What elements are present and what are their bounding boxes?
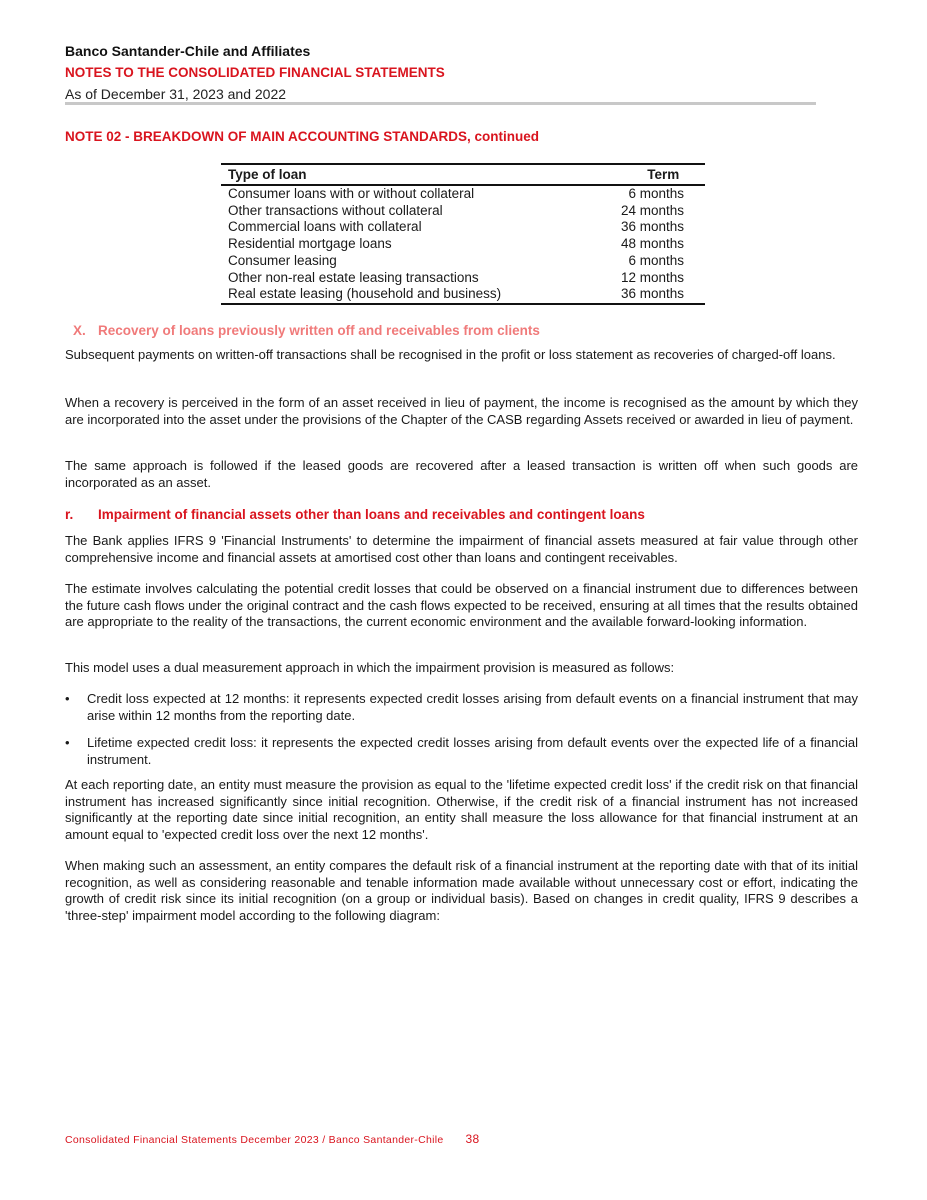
notes-title: NOTES TO THE CONSOLIDATED FINANCIAL STATEMENTS (65, 65, 445, 80)
note-heading: NOTE 02 - BREAKDOWN OF MAIN ACCOUNTING STANDARDS, continued (65, 129, 539, 144)
bullet-icon: • (65, 691, 70, 706)
section-r-heading (65, 507, 645, 522)
loan-term-cell: 24 months (620, 202, 684, 218)
section-x-label: X. (73, 323, 86, 338)
section-r-paragraph-2: The estimate involves calculating the potential credit losses that could be observed on a financial instrument due to differences between the future cash flows under the original contract and the cash flows expected to be received, ensuring at all times that the results obtained are appropriate to the reality of the transactions, the current economic environment and the available forward-looking information. (65, 581, 858, 629)
loan-type-cell: Other transactions without collateral (228, 202, 443, 218)
section-x-paragraph-3: The same approach is followed if the leased goods are recovered after a leased transaction is written off when such goods are incorporated as an asset. (65, 458, 858, 490)
loan-term-cell: 36 months (620, 286, 684, 302)
loan-term-cell: 12 months (620, 269, 684, 285)
list-item (65, 735, 858, 768)
section-r-label: r. (65, 507, 74, 522)
column-header-type: Type of loan (228, 167, 307, 182)
column-header-term: Term (647, 167, 680, 182)
section-r-paragraph-3: This model uses a dual measurement approach in which the impairment provision is measured as follows: (65, 660, 675, 675)
table-row (221, 253, 705, 270)
loan-type-cell: Residential mortgage loans (228, 236, 392, 252)
bullet-text: Lifetime expected credit loss: it represents the expected credit losses arising from default events over the expected life of a financial instrument. (87, 735, 858, 767)
footer-text: Consolidated Financial Statements December 2023 / Banco Santander-Chile (65, 1134, 444, 1146)
page-number: 38 (465, 1132, 480, 1146)
section-x-heading (73, 323, 540, 338)
loan-type-cell: Consumer loans with or without collateral (228, 186, 475, 201)
section-x-paragraph-1: Subsequent payments on written-off transactions shall be recognised in the profit or loss statement as recoveries of charged-off loans. (65, 347, 836, 362)
table-row (221, 203, 705, 220)
loan-type-cell: Other non-real estate leasing transactions (228, 269, 479, 285)
loan-term-cell: 48 months (620, 236, 684, 252)
loan-type-cell: Commercial loans with collateral (228, 219, 422, 235)
section-r-paragraph-4: At each reporting date, an entity must measure the provision as equal to the 'lifetime expected credit loss' if the credit risk on that financial instrument has increased significantly since initial recognition. Otherwise, if the credit risk of a financial instrument has not increased significantly at the reporting date since initial recognition, an entity shall measure the loss allowance for that financial instrument at an amount equal to 'expected credit loss over the next 12 months'. (65, 777, 858, 842)
header-divider (65, 102, 816, 105)
page-footer (65, 1132, 479, 1146)
loan-term-cell: 6 months (628, 252, 684, 268)
table-row (221, 219, 705, 236)
bullet-text: Credit loss expected at 12 months: it represents expected credit losses arising from default events on a financial instrument that may arise within 12 months from the reporting date. (87, 691, 858, 723)
loan-type-cell: Real estate leasing (household and business) (228, 286, 502, 302)
loan-term-table (221, 163, 705, 305)
table-row (221, 286, 705, 304)
section-r-title: Impairment of financial assets other than loans and receivables and contingent loans (98, 507, 645, 522)
table-header-row (221, 164, 705, 185)
bullet-icon: • (65, 735, 70, 750)
table-row (221, 236, 705, 253)
loan-term-cell: 36 months (620, 219, 684, 235)
loan-type-cell: Consumer leasing (228, 252, 337, 268)
section-x-title: Recovery of loans previously written off and receivables from clients (98, 323, 540, 338)
section-r-paragraph-1: The Bank applies IFRS 9 'Financial Instruments' to determine the impairment of financial assets measured at fair value through other comprehensive income and financial assets at amortised cost other than loans and contingent receivables. (65, 533, 858, 565)
company-name: Banco Santander-Chile and Affiliates (65, 43, 311, 59)
as-of-date: As of December 31, 2023 and 2022 (65, 86, 287, 102)
loan-term-cell: 6 months (628, 186, 684, 201)
list-item (65, 691, 858, 724)
section-x-paragraph-2: When a recovery is perceived in the form of an asset received in lieu of payment, the income is recognised as the amount by which they are incorporated into the asset under the provisions of the Chapter of the CASB regarding Assets received or awarded in lieu of payment. (65, 395, 858, 427)
table-row (221, 185, 705, 203)
table-row (221, 270, 705, 287)
section-r-paragraph-5: When making such an assessment, an entity compares the default risk of a financial instrument at the reporting date with that of its initial recognition, as well as considering reasonable and tenable information made available without unnecessary cost or effort, indicating the growth of credit risk since its initial recognition (on a group or individual basis). Based on changes in credit quality, IFRS 9 describes a 'three-step' impairment model according to the following diagram: (65, 858, 858, 923)
